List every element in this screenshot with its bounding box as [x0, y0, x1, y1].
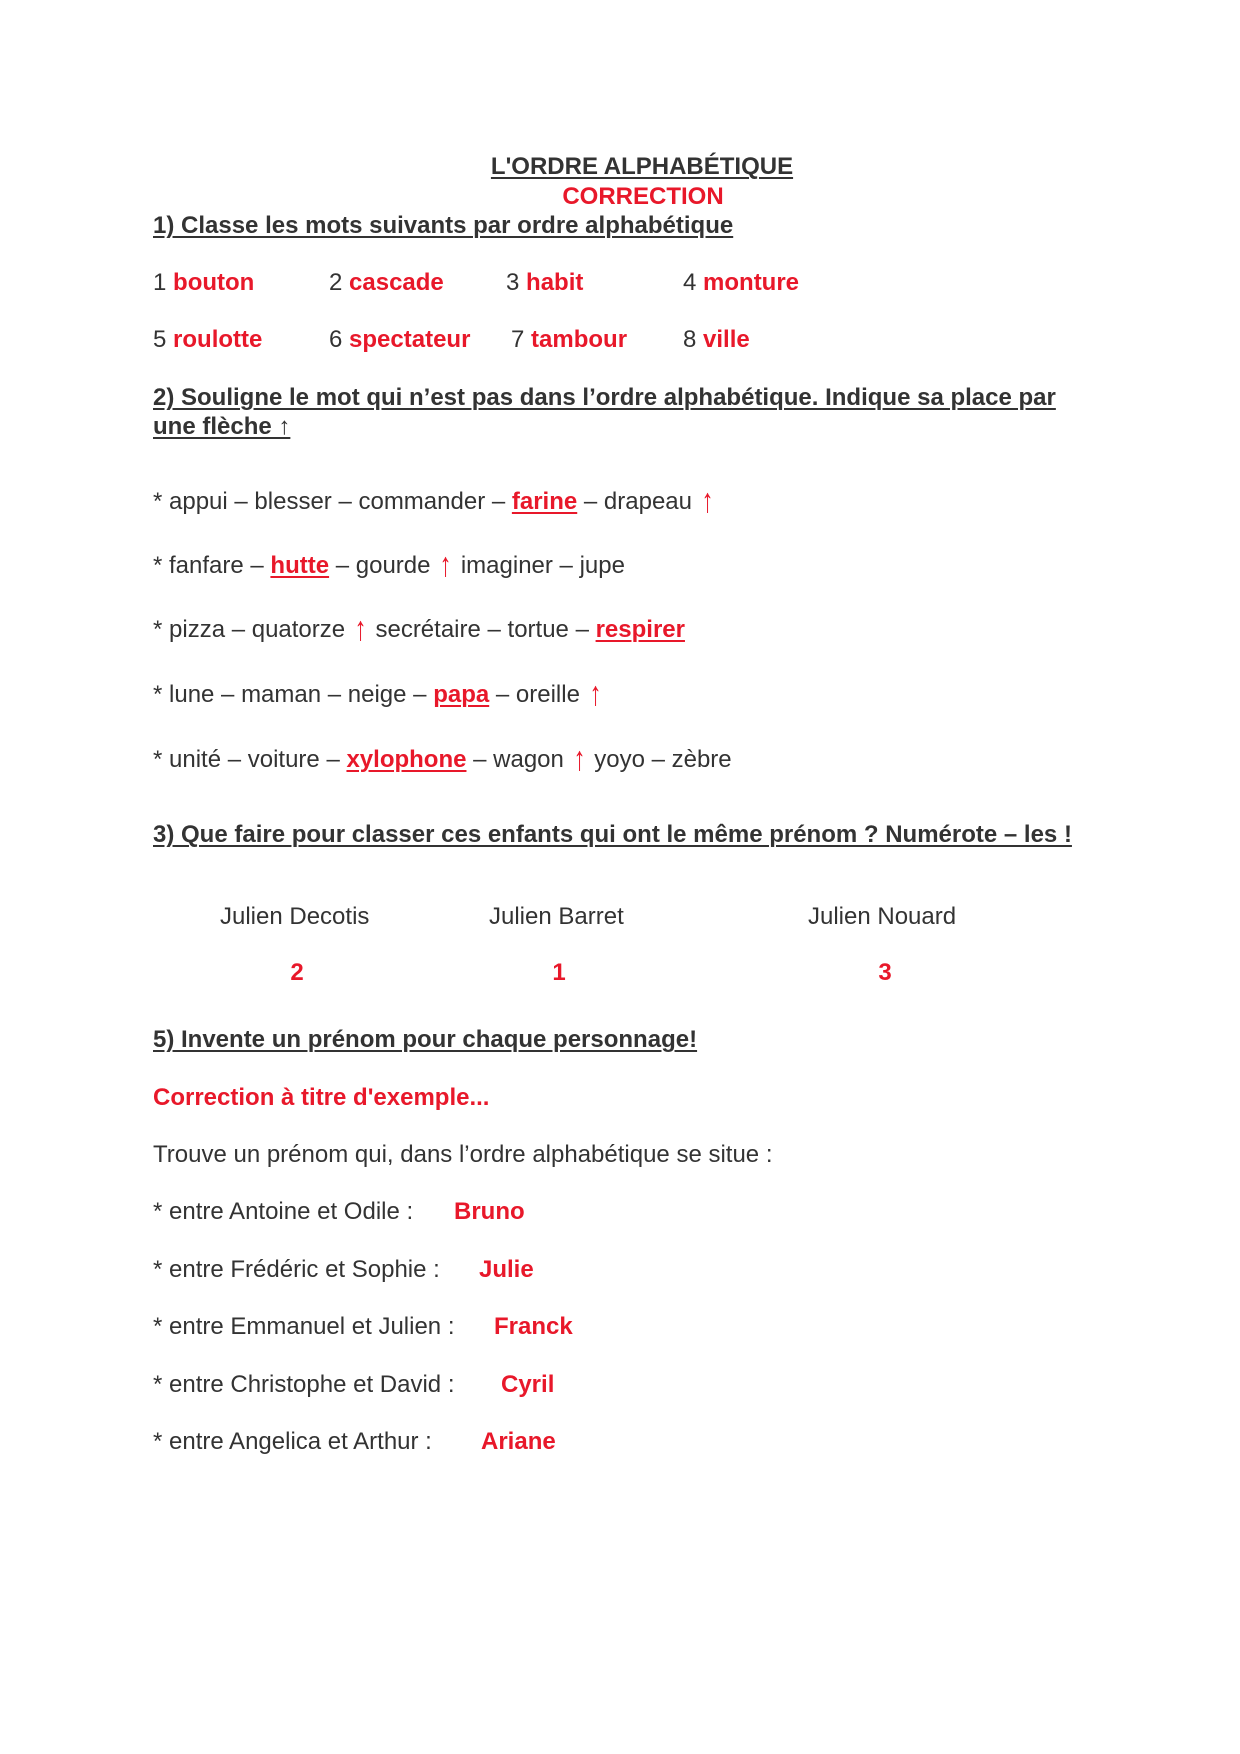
line-text: * unité – voiture –: [153, 746, 347, 773]
child-name-2: Julien Barret: [489, 903, 624, 930]
answer-5: Ariane: [481, 1428, 556, 1455]
ordered-word-5: [153, 328, 262, 352]
section5-heading: 5) Invente un prénom pour chaque personnage!: [153, 1026, 698, 1053]
ordered-word-7: [511, 328, 627, 352]
line-text: – wagon: [466, 746, 571, 773]
word-number: 5: [153, 326, 167, 353]
exercise-line-3: [153, 612, 685, 646]
answer-1: Bruno: [454, 1198, 525, 1225]
instruction-text: Trouve un prénom qui, dans l’ordre alphabétique se situe :: [153, 1141, 773, 1168]
section2-heading-line1: 2) Souligne le mot qui n’est pas dans l’ordre alphabétique. Indique sa place par: [153, 384, 1056, 411]
child-rank-2: 1: [552, 959, 566, 986]
line-text: * pizza – quatorze: [153, 616, 352, 643]
word-answer: cascade: [349, 269, 444, 296]
ordered-word-6: [329, 328, 470, 352]
line-text: * lune – maman – neige –: [153, 681, 434, 708]
line-text: – gourde: [329, 552, 438, 579]
word-answer: roulotte: [173, 326, 263, 353]
example-note: Correction à titre d'exemple...: [153, 1084, 490, 1111]
section2-heading-line2: une flèche ↑: [153, 413, 291, 440]
up-arrow-icon: ↑: [573, 740, 585, 778]
child-rank-1: 2: [290, 959, 304, 986]
prompt-4: * entre Christophe et David :: [153, 1371, 455, 1398]
word-number: 2: [329, 269, 343, 296]
exercise-line-5: [153, 742, 732, 776]
prompt-2: * entre Frédéric et Sophie :: [153, 1256, 440, 1283]
word-answer: spectateur: [349, 326, 471, 353]
word-answer: ville: [703, 326, 750, 353]
underlined-word: papa: [433, 681, 490, 708]
line-text: – oreille: [489, 681, 587, 708]
prompt-5: * entre Angelica et Arthur :: [153, 1428, 432, 1455]
ordered-word-2: [329, 271, 444, 295]
line-text: – drapeau: [577, 488, 699, 515]
ordered-word-1: [153, 271, 254, 295]
exercise-line-4: [153, 677, 604, 711]
answer-2: Julie: [479, 1256, 534, 1283]
ordered-word-3: [506, 271, 583, 295]
word-answer: bouton: [173, 269, 255, 296]
word-number: 6: [329, 326, 343, 353]
underlined-word: xylophone: [346, 746, 467, 773]
exercise-line-2: [153, 548, 625, 582]
up-arrow-icon: ↑: [354, 610, 367, 648]
up-arrow-icon: ↑: [701, 482, 714, 520]
word-number: 1: [153, 269, 167, 296]
answer-4: Cyril: [501, 1371, 555, 1398]
child-rank-3: 3: [878, 959, 892, 986]
child-name-1: Julien Decotis: [220, 903, 370, 930]
word-answer: monture: [703, 269, 800, 296]
line-text: * fanfare –: [153, 552, 271, 579]
word-number: 3: [506, 269, 520, 296]
exercise-line-1: [153, 484, 716, 518]
underlined-word: hutte: [270, 552, 330, 579]
ordered-word-4: [683, 271, 799, 295]
section3-heading: 3) Que faire pour classer ces enfants qui ont le même prénom ? Numérote – les !: [153, 821, 1072, 848]
word-answer: habit: [526, 269, 584, 296]
word-number: 8: [683, 326, 697, 353]
page-title: L'ORDRE ALPHABÉTIQUE: [490, 153, 794, 180]
section1-heading: 1) Classe les mots suivants par ordre alphabétique: [153, 212, 734, 239]
line-text: secrétaire – tortue –: [368, 616, 596, 643]
word-answer: tambour: [531, 326, 628, 353]
prompt-3: * entre Emmanuel et Julien :: [153, 1313, 455, 1340]
child-name-3: Julien Nouard: [808, 903, 957, 930]
line-text: * appui – blesser – commander –: [153, 488, 512, 515]
up-arrow-icon: ↑: [439, 546, 452, 584]
up-arrow-icon: ↑: [589, 675, 602, 713]
answer-3: Franck: [494, 1313, 573, 1340]
ordered-word-8: [683, 328, 750, 352]
underlined-word: farine: [511, 488, 578, 515]
line-text: yoyo – zèbre: [587, 746, 732, 773]
correction-label: CORRECTION: [562, 183, 724, 210]
word-number: 4: [683, 269, 697, 296]
word-number: 7: [511, 326, 525, 353]
prompt-1: * entre Antoine et Odile :: [153, 1198, 414, 1225]
underlined-word: respirer: [595, 616, 685, 643]
line-text: imaginer – jupe: [454, 552, 625, 579]
